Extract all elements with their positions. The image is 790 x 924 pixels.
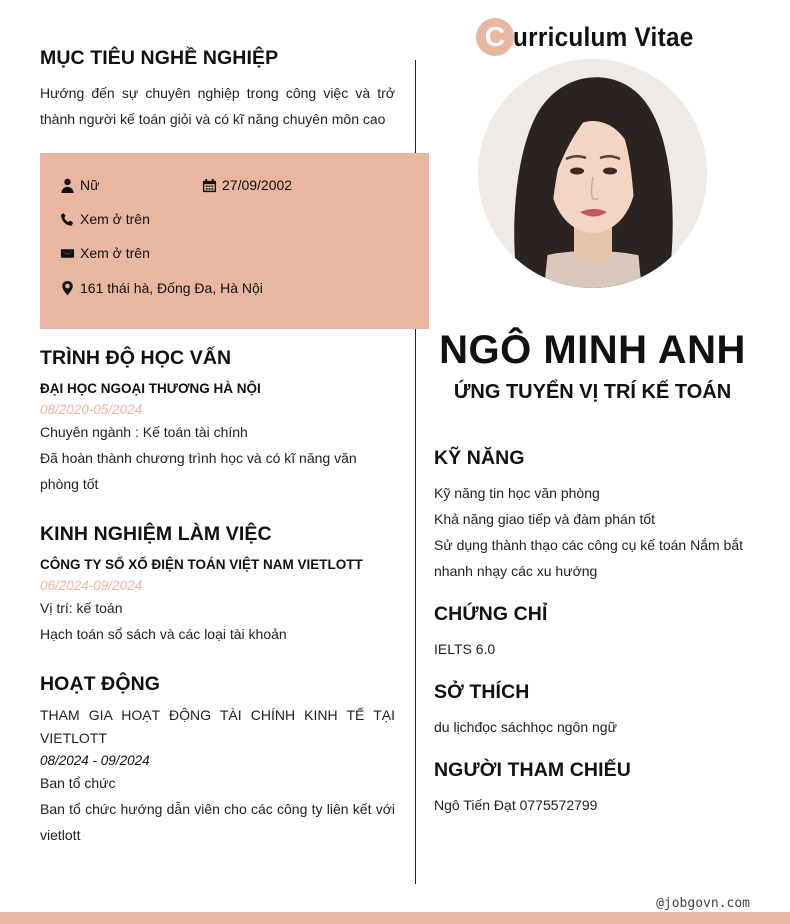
experience-role: Vị trí: kế toán <box>40 600 123 616</box>
watermark: @jobgovn.com <box>656 896 750 911</box>
hobbies-text: du lịchđọc sáchhọc ngôn ngữ <box>434 719 617 735</box>
objective-text: Hướng đến sự chuyên nghiệp trong công việc và trở thành người kế toán giỏi và có kĩ năng chuyên môn cao <box>40 85 395 127</box>
education-title: TRÌNH ĐỘ HỌC VẤN <box>40 347 232 369</box>
activities-detail: Ban tổ chức hướng dẫn viên cho các công ty liên kết với vietlott <box>40 801 395 843</box>
calendar-icon <box>202 178 217 193</box>
references-text: Ngô Tiến Đạt 0775572799 <box>434 797 598 813</box>
cv-logo-text: urriculum Vitae <box>513 21 694 52</box>
portrait-image <box>478 59 707 288</box>
objective-title: MỤC TIÊU NGHỀ NGHIỆP <box>40 47 279 69</box>
dob-value: 27/09/2002 <box>222 177 293 193</box>
footer-bar <box>0 912 790 924</box>
references-title: NGƯỜI THAM CHIẾU <box>434 759 631 781</box>
activities-title: HOẠT ĐỘNG <box>40 673 161 695</box>
phone-value: Xem ở trên <box>80 211 150 227</box>
phone-icon <box>60 212 75 227</box>
references-section <box>434 759 754 818</box>
skills-title: KỸ NĂNG <box>434 447 525 469</box>
experience-company: CÔNG TY SỔ XỐ ĐIỆN TOÁN VIỆT NAM VIETLOTT <box>40 557 363 572</box>
objective-section <box>40 47 395 132</box>
skill-item: Khả năng giao tiếp và đàm phán tốt <box>434 511 656 527</box>
education-major: Chuyên ngành : Kế toán tài chính <box>40 424 248 440</box>
location-pin-icon <box>60 279 75 297</box>
email-value: Xem ở trên <box>80 245 150 261</box>
activities-section <box>40 673 395 848</box>
experience-detail: Hạch toán sổ sách và các loại tài khoản <box>40 626 287 642</box>
candidate-name: NGÔ MINH ANH <box>439 328 746 372</box>
certificates-section <box>434 603 754 662</box>
activities-date: 08/2024 - 09/2024 <box>40 753 150 768</box>
cv-logo <box>476 18 714 56</box>
contact-dob <box>202 177 292 193</box>
person-icon <box>60 178 75 193</box>
mail-icon <box>60 246 75 261</box>
experience-date: 06/2024-09/2024 <box>40 578 143 593</box>
skill-item: Sử dụng thành thạo các công cụ kế toán Nắm bắt nhanh nhạy các xu hướng <box>434 537 744 579</box>
hobbies-title: SỞ THÍCH <box>434 681 530 703</box>
hobbies-section <box>434 681 754 740</box>
contact-email <box>60 245 150 261</box>
certificates-title: CHỨNG CHỈ <box>434 603 548 625</box>
experience-section <box>40 523 395 647</box>
activities-role: Ban tổ chức <box>40 775 116 791</box>
certificates-text: IELTS 6.0 <box>434 641 496 657</box>
cv-logo-letter: C <box>476 18 514 56</box>
skills-section <box>434 447 754 584</box>
activities-org: THAM GIA HOẠT ĐỘNG TÀI CHÍNH KINH TẾ TẠI VIETLOTT <box>40 707 395 746</box>
education-section <box>40 347 395 497</box>
gender-value: Nữ <box>80 177 100 193</box>
skill-item: Kỹ năng tin học văn phòng <box>434 485 600 501</box>
contact-phone <box>60 211 150 227</box>
experience-title: KINH NGHIỆM LÀM VIỆC <box>40 523 272 545</box>
education-date: 08/2020-05/2024 <box>40 402 143 417</box>
contact-address <box>60 279 263 297</box>
profile-photo <box>478 59 707 288</box>
candidate-position: ỨNG TUYỂN VỊ TRÍ KẾ TOÁN <box>453 381 732 403</box>
contact-box <box>40 153 429 329</box>
contact-gender <box>60 177 99 193</box>
education-school: ĐẠI HỌC NGOẠI THƯƠNG HÀ NỘI <box>40 381 261 396</box>
education-detail: Đã hoàn thành chương trình học và có kĩ năng văn phòng tốt <box>40 450 357 492</box>
address-value: 161 thái hà, Đống Đa, Hà Nội <box>80 280 263 296</box>
